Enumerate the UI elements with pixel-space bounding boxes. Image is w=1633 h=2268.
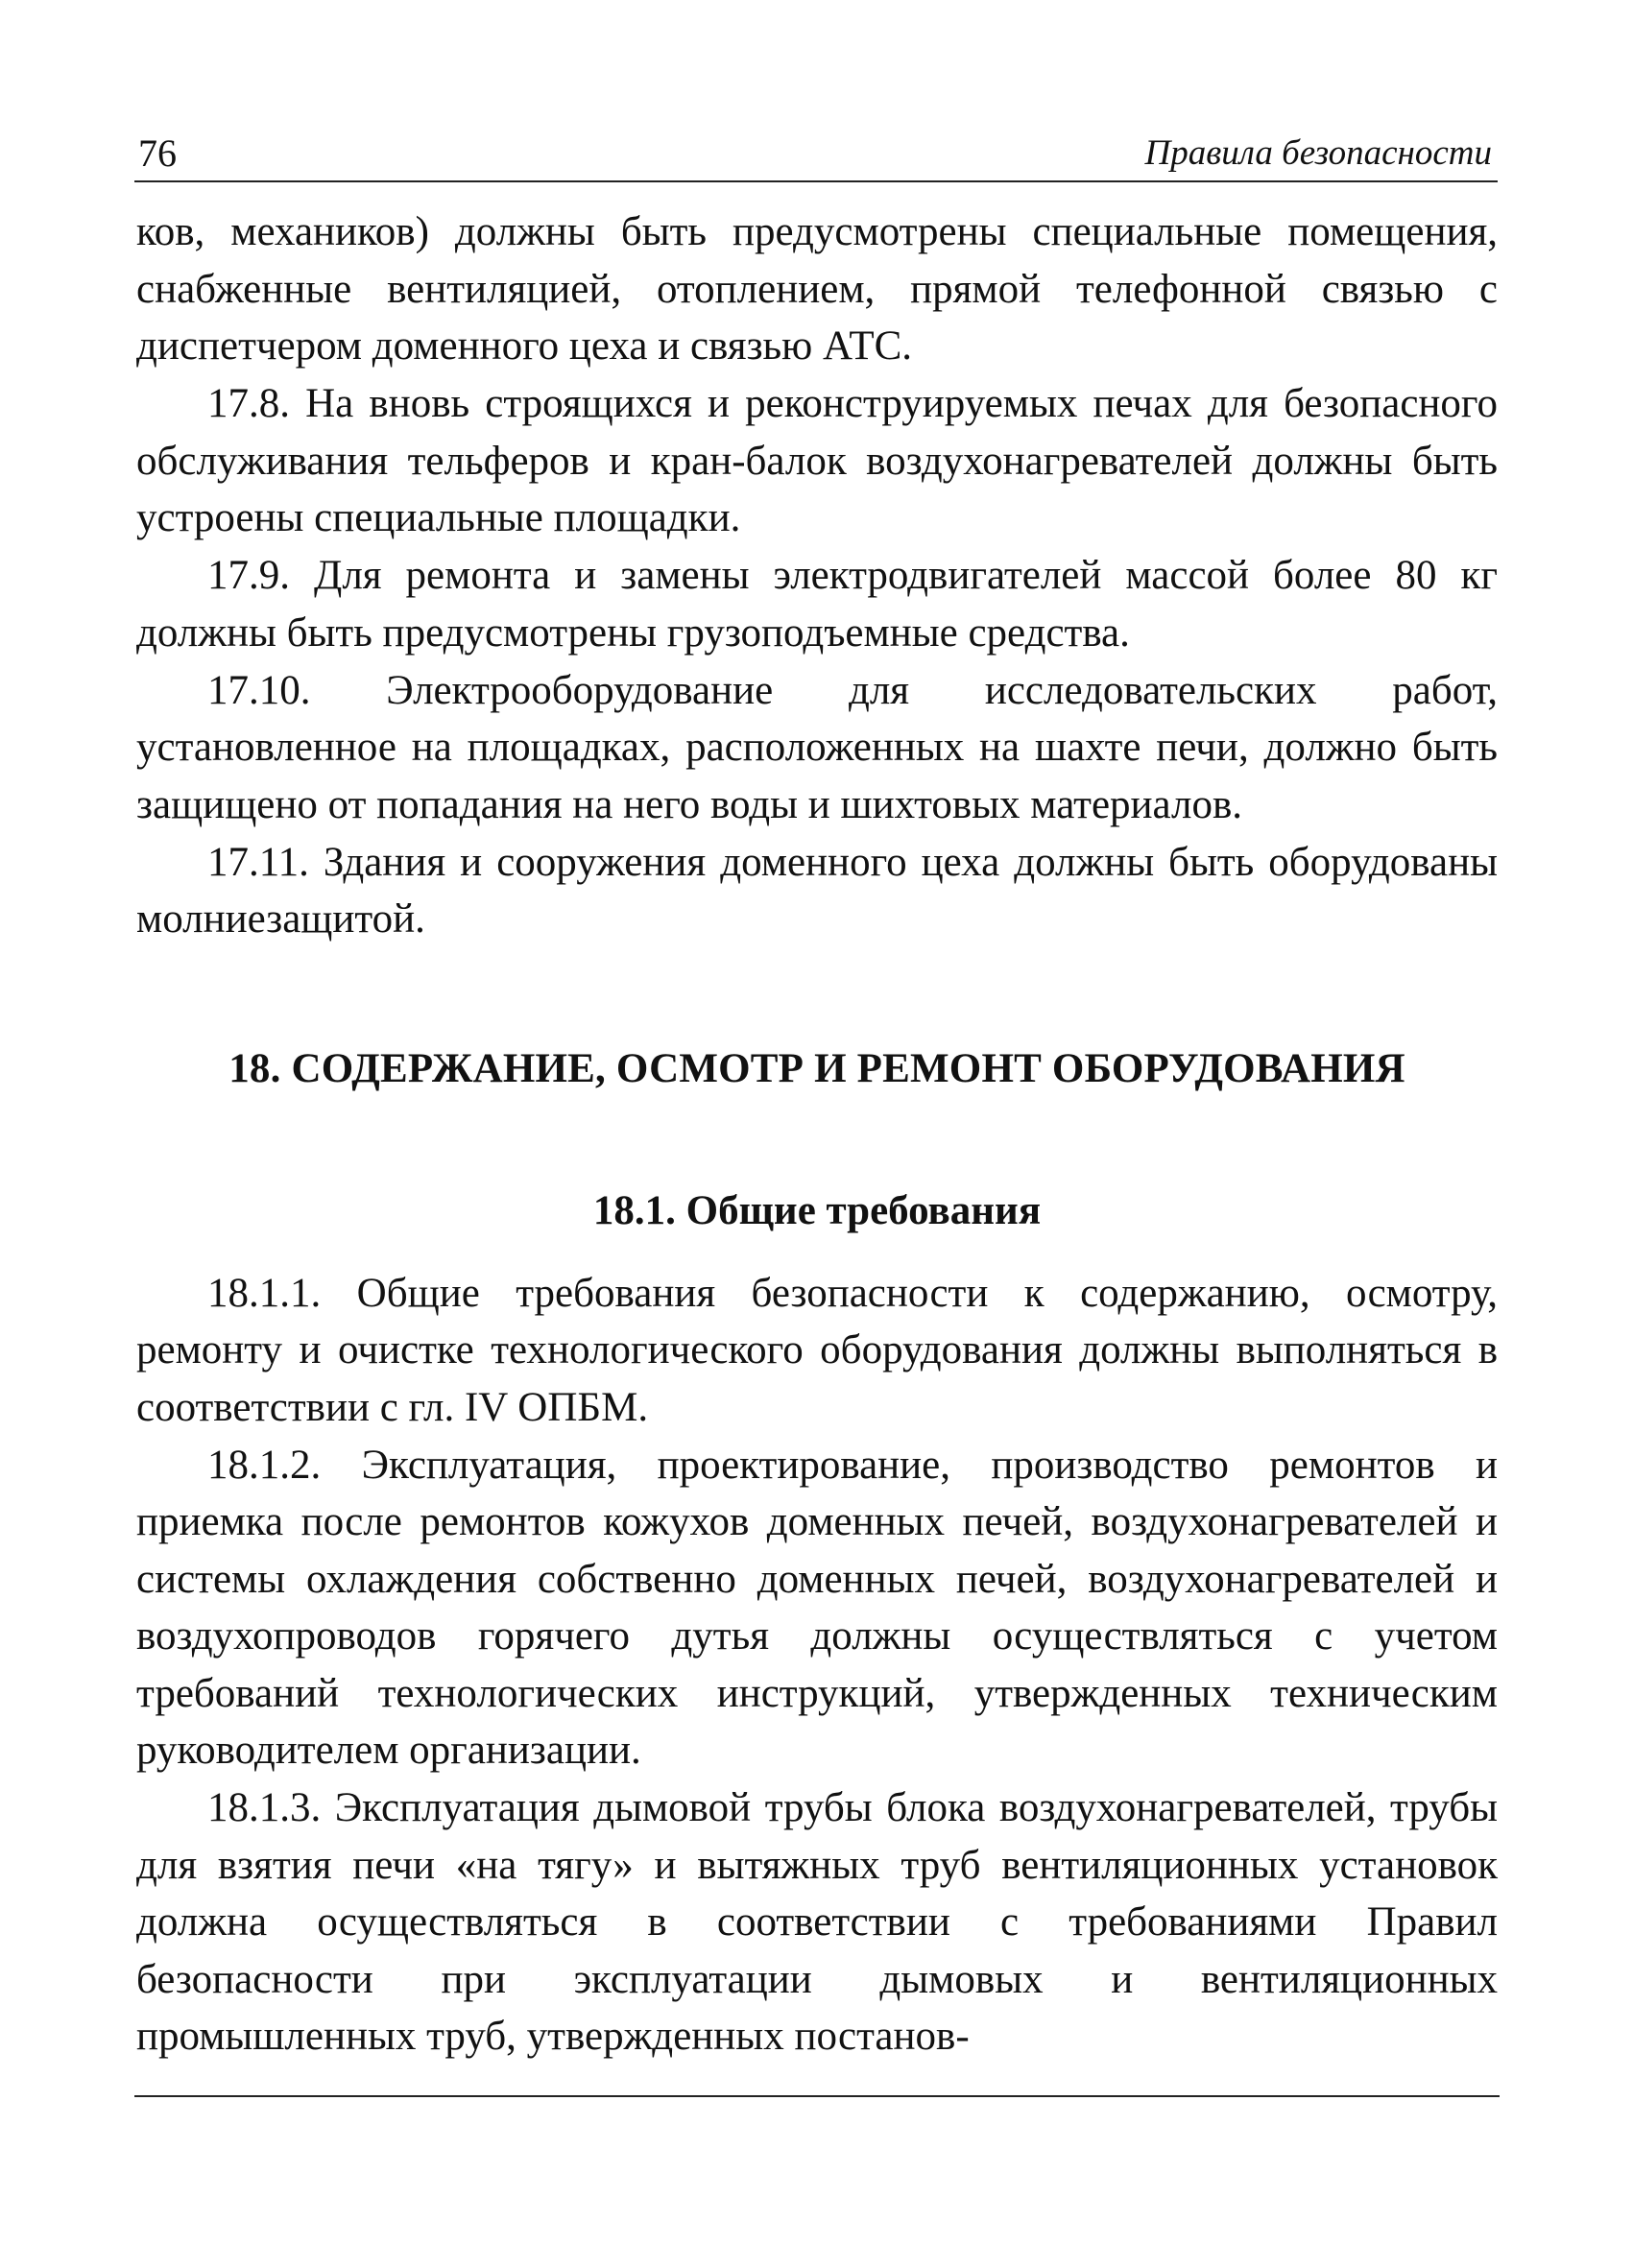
page-number: 76 (138, 131, 177, 175)
page-body (136, 203, 1498, 2065)
paragraph-18-1-3: 18.1.3. Эксплуатация дымовой трубы блока воздухонагревателей, трубы для взятия печи «на тягу» и вытяжных труб вентиляционных установок должна осуществляться в соответствии с требованиями Правил безопасности при эксплуатации дымовых и вентиляционных промышленных труб, утвержденных постанов- (136, 1785, 1498, 2059)
section-heading: 18.1. Общие требования (592, 1187, 1042, 1233)
chapter-heading: 18. СОДЕРЖАНИЕ, ОСМОТР И РЕМОНТ ОБОРУДОВАНИЯ (228, 1045, 1405, 1091)
paragraph-18-1-1: 18.1.1. Общие требования безопасности к содержанию, осмотру, ремонту и очистке технологического оборудования должны выполняться в соответствии с гл. IV ОПБМ. (136, 1270, 1498, 1430)
paragraph-continued: ков, механиков) должны быть предусмотрены специальные помещения, снабженные вентиляцией, отоплением, прямой телефонной связью с диспетчером доменного цеха и связью АТС. (136, 209, 1498, 369)
running-head (134, 123, 1498, 182)
paragraph-17-9: 17.9. Для ремонта и замены электродвигателей массой более 80 кг должны быть предусмотрены грузоподъемные средства. (136, 553, 1498, 656)
paragraph-18-1-2: 18.1.2. Эксплуатация, проектирование, производство ремонтов и приемка после ремонтов кожухов доменных печей, воздухонагревателей и системы охлаждения собственно доменных печей, воздухонагревателей и воздухопроводов горячего дутья должны осуществляться с учетом требований технологических инструкций, утвержденных техническим руководителем организации. (136, 1442, 1498, 1773)
paragraph-17-10: 17.10. Электрооборудование для исследовательских работ, установленное на площадках, расположенных на шахте печи, должно быть защищено от попадания на него воды и шихтовых материалов. (136, 667, 1498, 827)
paragraph-17-8: 17.8. На вновь строящихся и реконструируемых печах для безопасного обслуживания тельферов и кран-балок воздухонагревателей должны быть устроены специальные площадки. (136, 381, 1498, 540)
paragraph-17-11: 17.11. Здания и сооружения доменного цеха должны быть оборудованы молниезащитой. (136, 839, 1498, 942)
footnote-rule (134, 2095, 1500, 2097)
running-title: Правила безопасности (1144, 133, 1492, 173)
section-body (136, 1265, 1498, 2065)
